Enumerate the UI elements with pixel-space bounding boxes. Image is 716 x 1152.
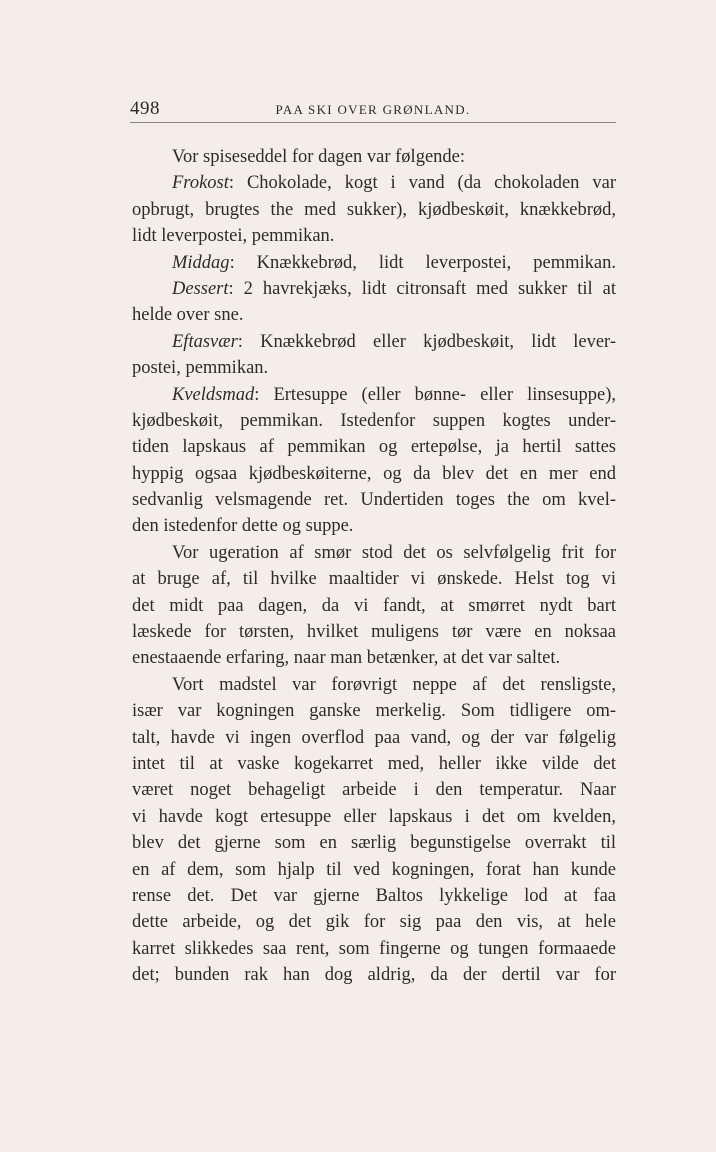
text-line [132,619,616,645]
text-line [132,170,616,196]
line-text: helde over sne. [132,305,244,326]
line-text: opbrugt, brugtes the med sukker), kjødbeskøit, knækkebrød, [132,199,616,220]
text-line [132,751,616,777]
line-text: : 2 havrekjæks, lidt citronsaft med sukker til at [228,278,616,299]
text-line [132,461,616,487]
text-line [132,883,616,909]
text-line [132,962,616,988]
text-line [132,593,616,619]
line-text: sedvanlig velsmagende ret. Undertiden toges the om kvel- [132,490,616,511]
line-text: hyppig ogsaa kjødbeskøiterne, og da blev det en mer end [132,463,616,484]
text-line [132,276,616,302]
line-text: enestaaende erfaring, naar man betænker, at det var saltet. [132,648,561,669]
line-text: det midt paa dagen, da vi fandt, at smørret nydt bart [132,595,616,616]
page-header [130,98,616,124]
line-text: : Knækkebrød, lidt leverpostei, pemmikan. [229,252,616,273]
line-text: : Knækkebrød eller kjødbeskøit, lidt lever- [237,331,616,352]
line-text: talt, havde vi ingen overflod paa vand, og der var følgelig [132,727,616,748]
text-line [132,540,616,566]
line-text: intet til at vaske kogekarret med, heller ikke vilde det [132,753,616,774]
line-text: : Ertesuppe (eller bønne- eller linsesuppe), [254,384,616,405]
text-line [132,197,616,223]
line-text: den istedenfor dette og suppe. [132,516,354,537]
line-text: Vor ugeration af smør stod det os selvfølgelig frit for [172,542,616,563]
text-line [132,250,616,276]
line-text: Vor spiseseddel for dagen var følgende: [172,147,466,167]
line-text: at bruge af, til hvilke maaltider vi ønskede. Helst tog vi [132,569,616,590]
text-line [132,857,616,883]
line-text: læskede for tørsten, hvilket muligens tør være en noksaa [132,622,616,643]
header-rule [130,122,616,123]
text-line [132,804,616,830]
text-line [132,382,616,408]
line-text: postei, pemmikan. [132,358,269,379]
text-line [132,672,616,698]
line-text: : Chokolade, kogt i vand (da chokoladen var [228,173,616,194]
text-line [132,909,616,935]
line-text: karret slikkedes saa rent, som fingerne og tungen formaaede [132,938,616,959]
meal-label: Dessert [172,278,229,299]
text-line [132,645,616,671]
meal-label: Frokost [172,173,229,194]
text-line [132,223,616,249]
text-line [132,434,616,460]
line-text: kjødbeskøit, pemmikan. Istedenfor suppen kogtes under- [132,410,616,431]
line-text: blev det gjerne som en særlig begunstigelse overrakt til [132,833,616,854]
text-line [132,302,616,328]
text-line [132,777,616,803]
line-text: vi havde kogt ertesuppe eller lapskaus i det om kvelden, [132,806,616,827]
meal-label: Middag [172,252,230,273]
text-line [132,408,616,434]
line-text: Vort madstel var forøvrigt neppe af det rensligste, [172,674,616,695]
meal-label: Kveldsmad [172,384,255,405]
text-line [132,566,616,592]
line-text: dette arbeide, og det gik for sig paa den vis, at hele [132,912,616,933]
line-text: især var kogningen ganske merkelig. Som tidligere om- [132,701,616,722]
line-text: en af dem, som hjalp til ved kogningen, forat han kunde [132,859,616,880]
line-text: været noget behageligt arbeide i den temperatur. Naar [132,780,616,801]
text-line [132,355,616,381]
line-text: tiden lapskaus af pemmikan og ertepølse, ja hertil sattes [132,437,616,458]
text-line [132,698,616,724]
meal-label: Eftasvær [172,331,238,352]
text-line [132,936,616,962]
text-line [132,513,616,539]
line-text: lidt leverpostei, pemmikan. [132,226,335,247]
page-number: 498 [130,98,160,119]
text-line [132,329,616,355]
line-text: det; bunden rak han dog aldrig, da der dertil var for [132,965,616,986]
text-line [132,144,616,170]
body-text [132,144,616,989]
text-line [132,487,616,513]
text-line [132,830,616,856]
line-text: rense det. Det var gjerne Baltos lykkelige lod at faa [132,885,616,906]
running-head: PAA SKI OVER GRØNLAND. [275,102,471,117]
text-line [132,725,616,751]
